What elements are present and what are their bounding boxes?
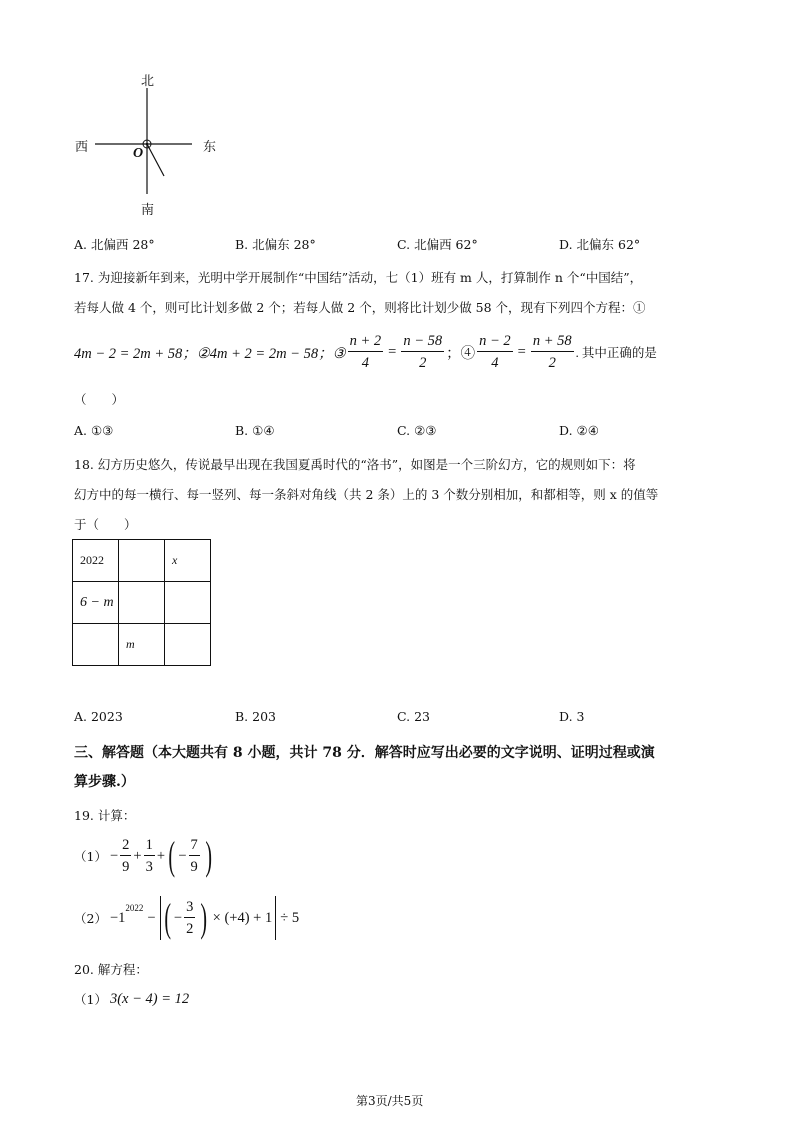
q17-answer-paren: （ ）: [74, 392, 125, 407]
numerator: n − 2: [477, 334, 513, 353]
denominator: 2: [548, 355, 556, 371]
q18-line3: 于（ ）: [74, 517, 137, 532]
q19-title: 19. 计算：: [74, 808, 136, 823]
fraction: [184, 900, 195, 937]
magic-cell: m: [119, 624, 165, 666]
q17-eq4-left-fraction: [477, 334, 513, 371]
q19-part1: （1） − $\frac{2}{9}$ + $\frac{1}{3}$ + ( − $\frac{7}{9}$ ): [74, 833, 212, 878]
q19-p2-base: −1: [109, 909, 126, 926]
option-a: A. 2023: [74, 709, 123, 724]
magic-row: [73, 540, 211, 582]
q17-eq3-right-fraction: [401, 334, 444, 371]
option-b: B. 北偏东 28°: [235, 237, 316, 252]
fraction: [189, 838, 200, 875]
magic-cell: 2022: [73, 540, 119, 582]
magic-cell: [165, 624, 211, 666]
magic-cell: [73, 624, 119, 666]
denominator: 2: [419, 355, 427, 371]
origin-label: O: [133, 146, 144, 161]
numerator: n + 58: [531, 334, 574, 353]
q20-part1: [74, 990, 189, 1008]
q20-title: 20. 解方程：: [74, 962, 148, 977]
q18-line1: 18. 幻方历史悠久，传说最早出现在我国夏禹时代的“洛书”，如图是一个三阶幻方，它的规则如下：将: [74, 457, 636, 472]
option-d: D. 北偏东 62°: [559, 237, 641, 252]
option-b: B. ①④: [235, 423, 275, 438]
numerator: 1: [144, 838, 155, 857]
option-c: C. 23: [397, 709, 430, 724]
option-a: A. 北偏西 28°: [74, 237, 155, 252]
option-b: B. 203: [235, 709, 276, 724]
denominator: 2: [186, 921, 194, 937]
q20-p1-label: （1）: [74, 992, 107, 1007]
q17-eq4-right-fraction: [531, 334, 574, 371]
q17-eq1: 4m − 2 = 2m + 58；: [74, 345, 197, 362]
numerator: n + 2: [348, 334, 384, 353]
q19-part2: （2） −1 2022 − ( − $\frac{3}{2}$ ) × (+4) + 1 ÷ 5: [74, 895, 300, 940]
east-label: 东: [203, 140, 217, 155]
q19-p1-label: （1）: [74, 849, 107, 864]
q17-eq-separator: ；④: [446, 345, 476, 362]
option-a: A. ①③: [74, 423, 114, 438]
q17-line1: 17. 为迎接新年到来，光明中学开展制作“中国结”活动，七（1）班有 m 人，打算制作 n 个“中国结”，: [74, 270, 643, 285]
numerator: 2: [120, 838, 131, 857]
magic-square: [72, 539, 211, 666]
option-c: C. 北偏西 62°: [397, 237, 478, 252]
q19-p2-tail: ÷ 5: [280, 909, 300, 926]
q17-eq2: ②4m + 2 = 2m − 58；③: [196, 345, 346, 362]
denominator: 4: [491, 355, 499, 371]
option-d: D. ②④: [559, 423, 599, 438]
numerator: n − 58: [401, 334, 444, 353]
numerator: 3: [184, 900, 195, 919]
denominator: 3: [145, 859, 153, 875]
section-3-line2: 算步骤.）: [74, 774, 135, 790]
page-number: 第3页/共5页: [356, 1094, 424, 1108]
section-3-line1: 三、解答题（本大题共有 8 小题，共计 78 分．解答时应写出必要的文字说明、证明过程或演: [74, 745, 655, 761]
q19-p2-label: （2）: [74, 911, 107, 926]
magic-cell: [119, 540, 165, 582]
magic-row: [73, 624, 211, 666]
q18-line2: 幻方中的每一横行、每一竖列、每一条斜对角线（共 2 条）上的 3 个数分别相加，和都相等，则 x 的值等: [74, 487, 659, 502]
option-c: C. ②③: [397, 423, 437, 438]
q17-tail: . 其中正确的是: [575, 346, 657, 360]
q17-eq3-left-fraction: [348, 334, 384, 371]
north-label: 北: [141, 74, 155, 89]
q19-p2-minus: −: [147, 909, 156, 926]
option-d: D. 3: [559, 709, 585, 724]
q19-p2-exponent: 2022: [125, 903, 144, 913]
denominator: 4: [361, 355, 369, 371]
magic-cell: 6 − m: [73, 582, 119, 624]
magic-cell: x: [165, 540, 211, 582]
q20-p1-equation: 3(x − 4) = 12: [109, 990, 190, 1007]
fraction: [120, 838, 131, 875]
numerator: 7: [189, 838, 200, 857]
q17-equations: 4m − 2 = 2m + 58； ②4m + 2 = 2m − 58；③ $\frac{n + 2}{4}$ = $\frac{n - 58}{2}$ ；④ $\frac{n - 2}{4}$ = $\frac{n + 58}{2}$ . 其中正确的是: [74, 332, 657, 371]
ray-line: [147, 144, 164, 176]
denominator: 9: [122, 859, 130, 875]
south-label: 南: [141, 203, 155, 218]
magic-row: [73, 582, 211, 624]
magic-cell: [119, 582, 165, 624]
fraction: [144, 838, 155, 875]
q17-line2: 若每人做 4 个，则可比计划多做 2 个；若每人做 2 个，则将比计划少做 58 个，现有下列四个方程：①: [74, 300, 646, 315]
magic-cell: [165, 582, 211, 624]
denominator: 9: [190, 859, 198, 875]
q19-p2-middle: × (+4) + 1: [212, 909, 273, 926]
west-label: 西: [75, 140, 89, 155]
